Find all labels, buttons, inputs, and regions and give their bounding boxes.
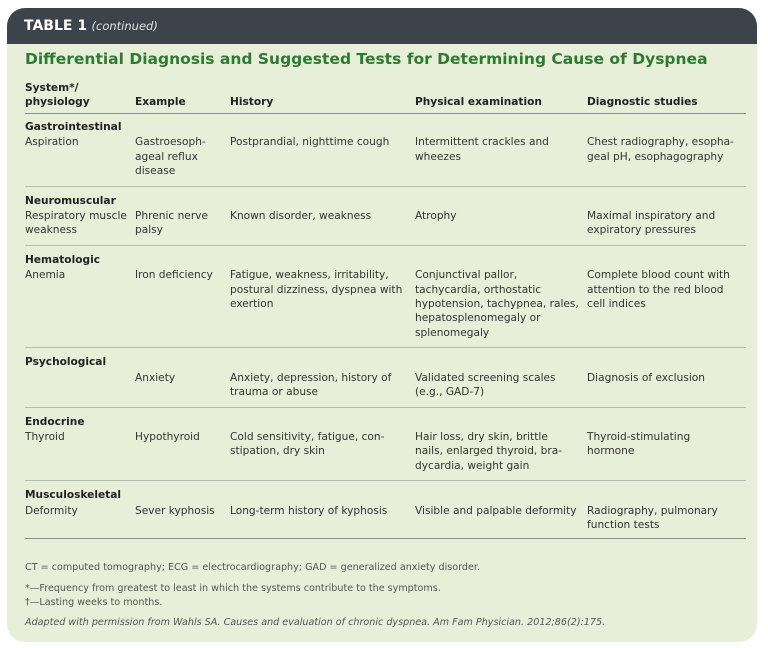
table-row bbox=[25, 135, 746, 186]
cell-physical: Atrophy bbox=[415, 209, 587, 245]
table-label: TABLE 1 bbox=[24, 18, 88, 34]
section-label: Neuromuscular bbox=[25, 194, 116, 207]
cell-physical: Visible and palpable deformity bbox=[415, 504, 587, 539]
column-header-history: History bbox=[230, 78, 415, 114]
cell-system bbox=[25, 371, 135, 407]
cell-system: Respiratory muscle weakness bbox=[25, 209, 135, 245]
section-label: Musculoskeletal bbox=[25, 489, 122, 502]
cell-example: Sever kyphosis bbox=[135, 504, 230, 539]
cell-diagnostic: Maximal inspiratory and expiratory pressures bbox=[587, 209, 746, 245]
column-header-system-line2: physiology bbox=[25, 96, 90, 108]
cell-diagnostic: Complete blood count with attention to the red blood cell indices bbox=[587, 268, 746, 348]
table-row bbox=[25, 268, 746, 348]
cell-history: Postprandial, nighttime cough bbox=[230, 135, 415, 186]
section-label: Gastrointestinal bbox=[25, 121, 122, 133]
cell-system: Anemia bbox=[25, 268, 135, 348]
diagnosis-table bbox=[25, 78, 746, 539]
cell-example: Iron deficiency bbox=[135, 268, 230, 348]
cell-history: Fatigue, weakness, irritability, postural dizziness, dyspnea with exertion bbox=[230, 268, 415, 348]
cell-physical: Conjunctival pallor, tachycardia, orthostatic hypotension, tachypnea, rales, hepatosplenomegaly or splenomegaly bbox=[415, 268, 587, 348]
section-label: Hematologic bbox=[25, 253, 100, 266]
column-header-row bbox=[25, 78, 746, 114]
section-row bbox=[25, 407, 746, 430]
cell-physical: Validated screening scales (e.g., GAD-7) bbox=[415, 371, 587, 407]
cell-diagnostic: Radiography, pulmonary function tests bbox=[587, 504, 746, 539]
cell-history: Long-term history of kyphosis bbox=[230, 504, 415, 539]
cell-history: Anxiety, depression, history of trauma or abuse bbox=[230, 371, 415, 407]
table-card bbox=[7, 8, 757, 642]
cell-diagnostic: Diagnosis of exclusion bbox=[587, 371, 746, 407]
continued-label: (continued) bbox=[91, 19, 158, 33]
cell-physical: Hair loss, dry skin, brittle nails, enlarged thyroid, bra-dycardia, weight gain bbox=[415, 430, 587, 481]
table-row bbox=[25, 504, 746, 539]
section-label: Psychological bbox=[25, 356, 107, 369]
cell-diagnostic: Thyroid-stimulating hormone bbox=[587, 430, 746, 481]
footnote-source: Adapted with permission from Wahls SA. Causes and evaluation of chronic dyspnea. Am Fam Physician. 2012;86(2):175. bbox=[25, 617, 606, 628]
table-row bbox=[25, 430, 746, 481]
table-title: Differential Diagnosis and Suggested Tests for Determining Cause of Dyspnea bbox=[25, 50, 708, 68]
footnote-star: *—Frequency from greatest to least in which the systems contribute to the symptoms. bbox=[25, 583, 441, 594]
cell-example: Gastroesoph-ageal reflux disease bbox=[135, 135, 230, 186]
table-row bbox=[25, 209, 746, 245]
table-row bbox=[25, 371, 746, 407]
cell-physical: Intermittent crackles and wheezes bbox=[415, 135, 587, 186]
cell-system: Deformity bbox=[25, 504, 135, 539]
section-row bbox=[25, 114, 746, 136]
cell-system: Thyroid bbox=[25, 430, 135, 481]
cell-history: Known disorder, weakness bbox=[230, 209, 415, 245]
section-row bbox=[25, 245, 746, 268]
cell-example: Hypothyroid bbox=[135, 430, 230, 481]
section-row bbox=[25, 481, 746, 504]
column-header-diagnostic: Diagnostic studies bbox=[587, 78, 746, 114]
cell-example: Phrenic nerve palsy bbox=[135, 209, 230, 245]
cell-history: Cold sensitivity, fatigue, con-stipation, dry skin bbox=[230, 430, 415, 481]
section-label: Endocrine bbox=[25, 415, 85, 428]
footnote-dagger: †—Lasting weeks to months. bbox=[25, 597, 163, 608]
column-header-example: Example bbox=[135, 78, 230, 114]
cell-system: Aspiration bbox=[25, 135, 135, 186]
column-header-physical: Physical examination bbox=[415, 78, 587, 114]
cell-diagnostic: Chest radiography, esopha-geal pH, esophagography bbox=[587, 135, 746, 186]
column-header-system-line1: System*/ bbox=[25, 82, 79, 94]
cell-example: Anxiety bbox=[135, 371, 230, 407]
column-header-system bbox=[25, 78, 135, 114]
section-row bbox=[25, 348, 746, 371]
footnote-abbreviations: CT = computed tomography; ECG = electrocardiography; GAD = generalized anxiety disorder. bbox=[25, 562, 481, 573]
table-header-bar bbox=[7, 8, 757, 44]
section-row bbox=[25, 186, 746, 209]
